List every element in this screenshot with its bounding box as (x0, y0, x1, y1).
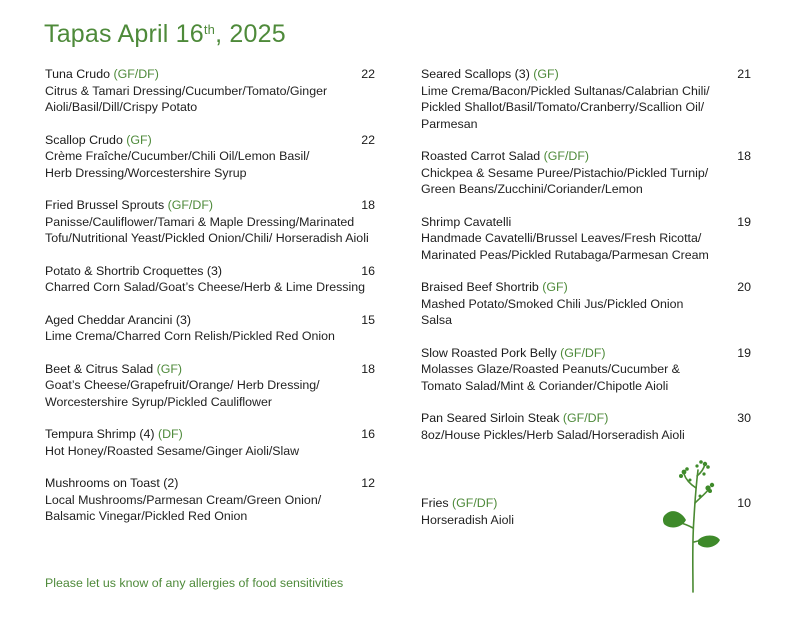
item-description: Lime Crema/Bacon/Pickled Sultanas/Calabrian Chili/ Pickled Shallot/Basil/Tomato/Cranberry/Scallion Oil/ Parmesan (421, 83, 710, 131)
item-name: Fries (421, 496, 449, 510)
item-description: Hot Honey/Roasted Sesame/Ginger Aioli/Slaw (45, 443, 300, 458)
item-name: Potato & Shortrib Croquettes (3) (45, 263, 222, 278)
item-description: Handmade Cavatelli/Brussel Leaves/Fresh Ricotta/ Marinated Peas/Pickled Rutabaga/Parmesan Cream (421, 231, 709, 262)
item-price: 16 (361, 263, 375, 278)
item-tag: (DF) (157, 427, 183, 441)
menu-column-right (421, 66, 751, 459)
plant-sprig-icon (660, 458, 724, 593)
menu-item (421, 148, 751, 198)
menu-item (45, 475, 375, 525)
item-price: 10 (737, 496, 751, 510)
item-price: 19 (737, 214, 751, 229)
item-tag: (GF) (156, 361, 183, 376)
allergy-note: Please let us know of any allergies of food sensitivities (45, 576, 344, 590)
item-tag: (GF/DF) (452, 496, 498, 510)
item-price: 20 (737, 280, 751, 294)
item-tag: (GF/DF) (560, 345, 606, 360)
menu-item (45, 361, 375, 411)
item-price: 12 (361, 476, 375, 490)
item-name: Mushrooms on Toast (2) (45, 476, 179, 490)
item-price: 19 (737, 345, 751, 360)
item-tag: (GF/DF) (113, 67, 159, 81)
item-description: Chickpea & Sesame Puree/Pistachio/Pickled Turnip/ Green Beans/Zucchini/Coriander/Lemon (421, 165, 709, 196)
menu-item (45, 312, 375, 345)
menu-item (421, 410, 751, 443)
item-name: Shrimp Cavatelli (421, 214, 512, 229)
item-name: Roasted Carrot Salad (421, 149, 541, 163)
item-description: 8oz/House Pickles/Herb Salad/Horseradish Aioli (421, 427, 685, 442)
item-price: 18 (737, 149, 751, 163)
item-name: Seared Scallops (3) (421, 67, 530, 81)
item-tag: (GF/DF) (167, 198, 214, 212)
item-name: Aged Cheddar Arancini (3) (45, 312, 192, 327)
item-name: Beet & Citrus Salad (45, 361, 154, 376)
item-description: Goat’s Cheese/Grapefruit/Orange/ Herb Dressing/ Worcestershire Syrup/Pickled Cauliflower (45, 378, 320, 409)
menu-item (421, 345, 751, 395)
item-price: 30 (737, 411, 751, 425)
item-name: Scallop Crudo (45, 132, 123, 147)
menu-column-left (45, 66, 375, 541)
item-description: Horseradish Aioli (421, 512, 514, 527)
menu-item (45, 263, 375, 296)
item-price: 21 (737, 67, 751, 81)
item-name: Tuna Crudo (45, 67, 110, 81)
menu-item (45, 197, 375, 247)
item-description: Molasses Glaze/Roasted Peanuts/Cucumber & Tomato Salad/Mint & Coriander/Chipotle Aioli (421, 362, 680, 393)
item-price: 16 (361, 427, 375, 441)
item-description: Charred Corn Salad/Goat’s Cheese/Herb & Lime Dressing (45, 280, 366, 294)
menu-item (421, 66, 751, 132)
item-price: 18 (361, 198, 375, 212)
item-description: Crème Fraîche/Cucumber/Chili Oil/Lemon Basil/ Herb Dressing/Worcestershire Syrup (45, 149, 310, 180)
item-description: Panisse/Cauliflower/Tamari & Maple Dressing/Marinated Tofu/Nutritional Yeast/Pickled Onion/Chili/ Horseradish Aioli (45, 214, 369, 245)
item-price: 15 (361, 312, 375, 327)
menu-item (45, 132, 375, 182)
menu-item (421, 279, 751, 329)
menu-item (421, 214, 751, 264)
item-tag: (GF) (542, 280, 568, 294)
item-tag: (GF) (126, 132, 152, 147)
item-description: Local Mushrooms/Parmesan Cream/Green Onion/ Balsamic Vinegar/Pickled Red Onion (45, 492, 322, 523)
item-name: Fried Brussel Sprouts (45, 198, 165, 212)
item-tag: (GF/DF) (562, 411, 609, 425)
item-tag: (GF) (533, 67, 559, 81)
item-description: Citrus & Tamari Dressing/Cucumber/Tomato/Ginger Aioli/Basil/Dill/Crispy Potato (45, 83, 328, 114)
menu-item (45, 66, 375, 116)
item-price: 18 (361, 361, 375, 376)
item-name: Pan Seared Sirloin Steak (421, 411, 560, 425)
item-description: Mashed Potato/Smoked Chili Jus/Pickled Onion Salsa (421, 296, 684, 327)
item-name: Tempura Shrimp (4) (45, 427, 155, 441)
item-price: 22 (361, 132, 375, 147)
item-tag: (GF/DF) (543, 149, 590, 163)
item-name: Slow Roasted Pork Belly (421, 345, 557, 360)
page-title: Tapas April 16th, 2025 (44, 20, 286, 48)
item-description: Lime Crema/Charred Corn Relish/Pickled Red Onion (45, 329, 335, 343)
menu-item (45, 426, 375, 459)
item-price: 22 (361, 67, 375, 81)
item-name: Braised Beef Shortrib (421, 280, 539, 294)
